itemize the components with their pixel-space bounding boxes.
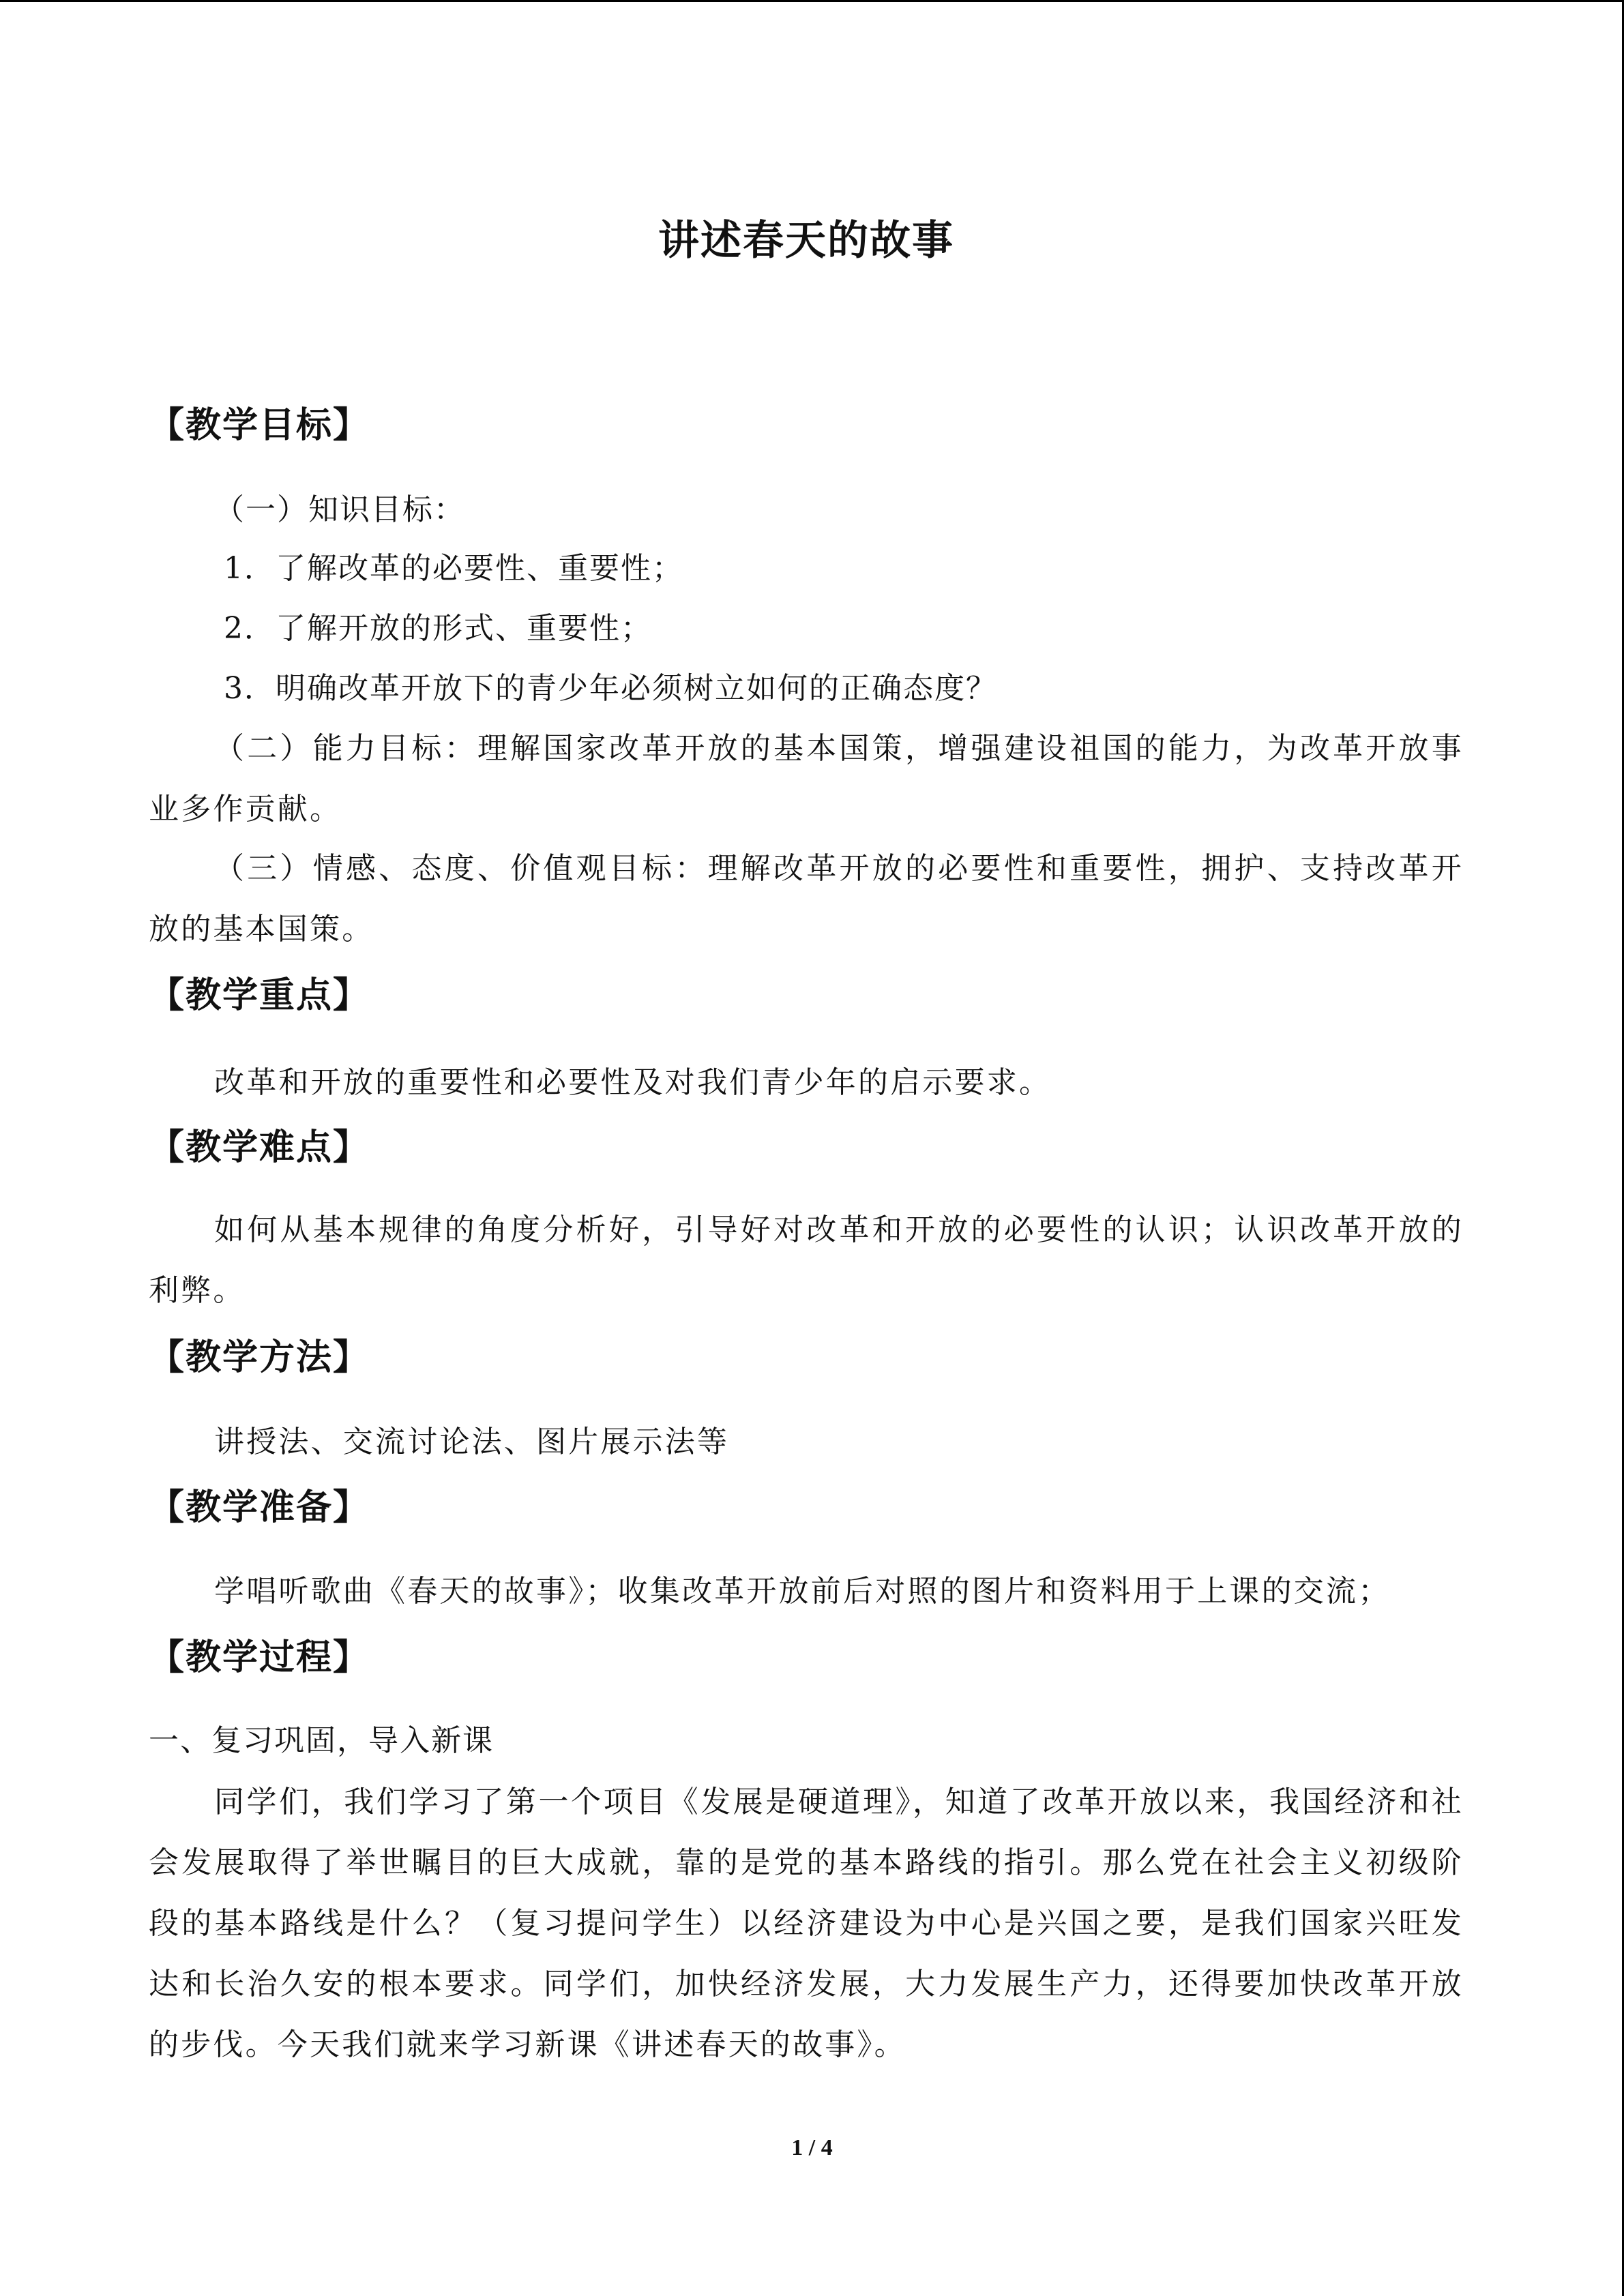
heading-methods: 【教学方法】 (149, 1337, 370, 1378)
heading-preparation: 【教学准备】 (149, 1487, 370, 1528)
heading-process: 【教学过程】 (149, 1637, 370, 1678)
methods-text: 讲授法、交流讨论法、图片展示法等 (214, 1425, 730, 1459)
knowledge-goal-item-1: 1．了解改革的必要性、重要性； (224, 551, 683, 586)
heading-key-points: 【教学重点】 (149, 975, 370, 1016)
heading-difficulties: 【教学难点】 (149, 1127, 370, 1168)
knowledge-goal-label: （一）知识目标： (214, 492, 465, 527)
heading-teaching-goals: 【教学目标】 (149, 405, 370, 446)
difficulties-text: 如何从基本规律的角度分析好，引导好对改革和开放的必要性的认识；认识改革开放的利弊。 (149, 1212, 1464, 1308)
process-step-1-text: 同学们，我们学习了第一个项目《发展是硬道理》，知道了改革开放以来，我国经济和社会发展取得了举世瞩目的巨大成就，靠的是党的基本路线的指引。那么党在社会主义初级阶段的基本路线是什么？（复习提问学生）以经济建设为中心是兴国之要，是我们国家兴旺发达和长治久安的根本要求。同学们，加快经济发展，大力发展生产力，还得要加快改革开放的步伐。今天我们就来学习新课《讲述春天的故事》。 (149, 1785, 1464, 2062)
ability-goal-paragraph: （二）能力目标：理解国家改革开放的基本国策，增强建设祖国的能力，为改革开放事业多作贡献。 (149, 731, 1464, 826)
knowledge-goal-item-3: 3．明确改革开放下的青少年必须树立如何的正确态度？ (224, 671, 997, 706)
preparation-text: 学唱听歌曲《春天的故事》；收集改革开放前后对照的图片和资料用于上课的交流； (214, 1574, 1391, 1609)
key-points-text: 改革和开放的重要性和必要性及对我们青少年的启示要求。 (214, 1065, 1052, 1100)
document-title: 讲述春天的故事 (658, 217, 954, 265)
emotion-goal-paragraph: （三）情感、态度、价值观目标：理解改革开放的必要性和重要性，拥护、支持改革开放的基本国策。 (149, 851, 1464, 946)
knowledge-goal-item-2: 2．了解开放的形式、重要性； (224, 611, 652, 646)
process-step-1-title: 一、复习巩固，导入新课 (149, 1723, 494, 1758)
page-number: 1 / 4 (791, 2135, 833, 2160)
